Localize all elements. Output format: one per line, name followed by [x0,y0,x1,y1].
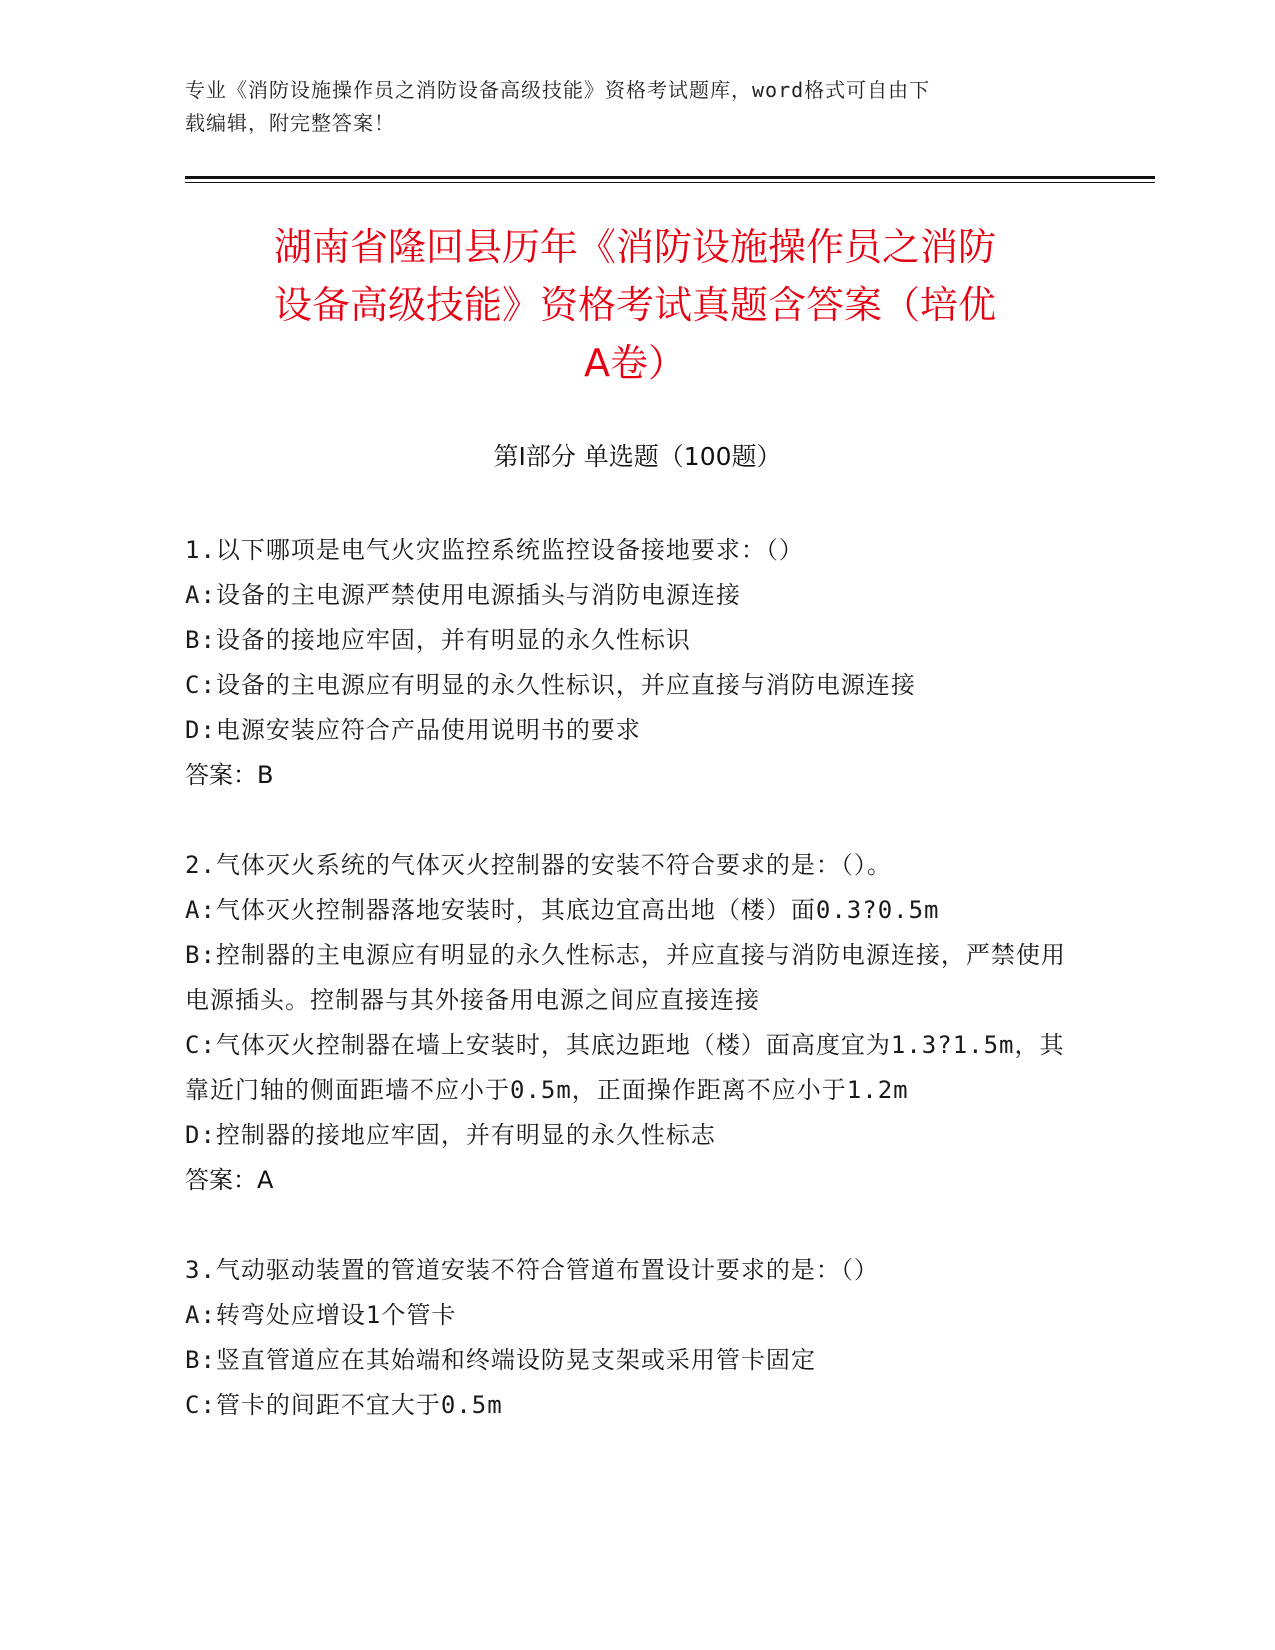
option-a: A:设备的主电源严禁使用电源插头与消防电源连接 [185,581,741,609]
option-c: C:管卡的间距不宜大于0.5m [185,1391,503,1419]
option-d: D:控制器的接地应牢固，并有明显的永久性标志 [185,1121,716,1149]
question-stem: 2.气体灭火系统的气体灭火控制器的安装不符合要求的是：（）。 [185,851,892,879]
option-b: B:竖直管道应在其始端和终端设防晃支架或采用管卡固定 [185,1346,816,1374]
header-note-line-2: 载编辑，附完整答案！ [185,111,395,135]
document-title-line-1: 湖南省隆回县历年《消防设施操作员之消防 [273,225,996,269]
question-2 [185,843,1085,1203]
question-1 [185,528,1085,798]
section-heading: 第Ⅰ部分 单选题（100题） [493,442,782,471]
option-b: B:设备的接地应牢固，并有明显的永久性标识 [185,626,691,654]
document-title-line-2: 设备高级技能》资格考试真题含答案（培优 [273,283,996,327]
document-title [170,218,1100,392]
option-a: A:转弯处应增设1个管卡 [185,1301,457,1329]
header-divider-thin [185,182,1155,183]
header-note [185,74,1065,140]
header-divider-thick [185,176,1155,179]
option-a: A:气体灭火控制器落地安装时，其底边宜高出地（楼）面0.3?0.5m [185,896,940,924]
question-list [185,528,1085,1473]
question-stem: 3.气动驱动装置的管道安装不符合管道布置设计要求的是：（） [185,1256,879,1284]
header-note-line-1: 专业《消防设施操作员之消防设备高级技能》资格考试题库，word格式可自由下 [185,78,931,102]
option-d: D:电源安装应符合产品使用说明书的要求 [185,716,641,744]
option-b: B:控制器的主电源应有明显的永久性标志，并应直接与消防电源连接，严禁使用电源插头。控制器与其外接备用电源之间应直接连接 [185,941,1066,1014]
option-c: C:设备的主电源应有明显的永久性标识，并应直接与消防电源连接 [185,671,916,699]
question-3 [185,1248,1085,1428]
question-stem: 1.以下哪项是电气火灾监控系统监控设备接地要求：（） [185,536,804,564]
answer: 答案：B [185,761,274,789]
document-title-line-3: A卷） [584,341,686,385]
answer: 答案：A [185,1166,274,1194]
option-c: C:气体灭火控制器在墙上安装时，其底边距地（楼）面高度宜为1.3?1.5m，其靠近门轴的侧面距墙不应小于0.5m，正面操作距离不应小于1.2m [185,1031,1065,1104]
